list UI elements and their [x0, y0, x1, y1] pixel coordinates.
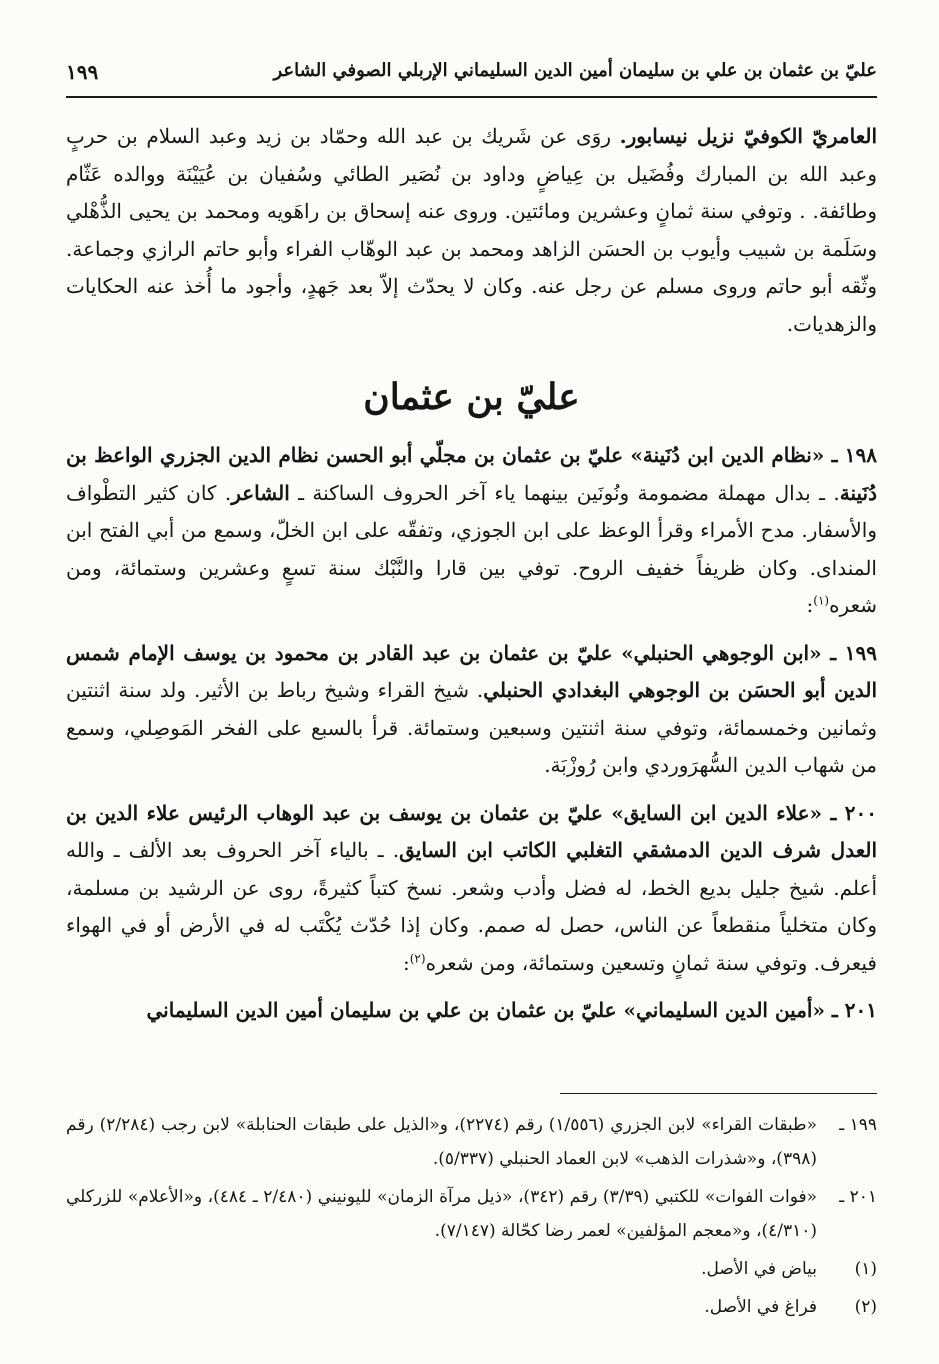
page-header	[66, 56, 877, 98]
intro-text: روَى عن شَريك بن عبد الله وحمّاد بن زيد وعبد السلام بن حربٍ وعبد الله بن المبارك وفُضَيل بن عِياضٍ وداود بن نُصَير الطائي وسُفيان بن عُيَيْنَة ووالده عَثّام وطائفة. . وتوفي سنة ثمانٍ وعشرين ومائتين. وروى عنه إسحاق بن راهَويه ومحمد بن يحيى الذُّهْلي وسَلَمة بن شبيب وأيوب بن الحسَن الزاهد ومحمد بن عبد الوهّاب الفراء وأبو حاتم الرازي وجماعة. وثّقه أبو حاتم وروى مسلم عن رجل عنه. وكان لا يحدّث إلاّ بعد جَهدٍ، وأجود ما أُخذ عنه الحكايات والزهديات.	[66, 124, 878, 336]
entry-heading: ١٩٩ ـ «ابن الوجوهي الحنبلي» عليّ بن عثمان بن عبد القادر بن محمود بن يوسف الإمام شمس الدين أبو الحسَن بن الوجوهي البغدادي الحنبلي	[66, 640, 878, 702]
footnote-text: «طبقات القراء» لابن الجزري (١/٥٥٦) رقم (٢٢٧٤)، و«الذيل على طبقات الحنابلة» لابن رجب (٢/٢٨٤) رقم (٣٩٨)، و«شذرات الذهب» لابن العماد الحنبلي (٥/٣٣٧).	[66, 1115, 817, 1169]
entry-text: :	[806, 593, 814, 617]
entry-200	[66, 795, 877, 983]
entry-text: . شيخ القراء وشيخ رباط بن الأثير. ولد سنة اثنتين وثمانين وخمسمائة، وتوفي سنة اثنتين وسبعين وستمائة. قرأ بالسبع على الفخر المَوصِلي، وسمع من شهاب الدين السُّهرَوردي وابن رُوزْبَة.	[66, 678, 877, 777]
page-number: ١٩٩	[66, 60, 99, 84]
footnote-text: فراغ في الأصل.	[704, 1297, 817, 1317]
footnote-text: بياض في الأصل.	[701, 1259, 817, 1279]
footnotes	[66, 1108, 877, 1328]
footnote-item	[66, 1290, 877, 1324]
entry-text: . كان كثير التطْواف والأسفار. مدح الأمراء وقرأ الوعظ على ابن الجوزي، وتفقّه على ابن الخلّ، وسمع من أبي الفتح ابن المنداى. وكان ظريفاً خفيف الروح. توفي بين قارا والنَّبْك سنة تسعٍ وعشرين وستمائة، ومن شعره	[66, 480, 877, 617]
intro-bold-lead: العامريّ الكوفيّ نزيل نيسابور.	[619, 124, 877, 148]
footnote-divider	[560, 1093, 877, 1094]
entry-198	[66, 437, 877, 625]
main-text	[66, 118, 877, 1030]
entry-heading: ١٩٨ ـ «نظام الدين ابن دُنَينة» عليّ بن عثمان بن مجلّي أبو الحسن نظام الدين الجزري الواعظ بن دُنَينة	[66, 443, 878, 505]
intro-paragraph	[66, 118, 877, 343]
footnote-key: ٢٠١ ـ	[839, 1187, 877, 1207]
footnote-item	[66, 1180, 877, 1248]
footnote-ref[interactable]: (١)	[813, 593, 830, 608]
entry-text: . ـ بالياء آخر الحروف بعد الألف ـ والله أعلم. شيخ جليل بديع الخط، له فضل وأدب وشعر. نسخ كتباً كثيرةً، روى عن الرشيد بن مسلمة، وكان متخلياً منقطعاً عن الناس، حصل له صمم. وكان إذا حُدّث يُكْتَب له في الأرض أو في الهواء فيعرف. وتوفي سنة ثمانٍ وتسعين وستمائة، ومن شعره	[66, 838, 877, 975]
entry-heading: ٢٠١ ـ «أمين الدين السليماني» عليّ بن عثمان بن علي بن سليمان أمين الدين السليماني	[146, 998, 877, 1022]
footnote-key: ١٩٩ ـ	[839, 1115, 877, 1135]
footnote-key: (٢)	[854, 1297, 877, 1317]
entry-heading: الشاعر	[231, 480, 290, 505]
footnote-text: «فوات الفوات» للكتبي (٣/٣٩) رقم (٣٤٢)، «ذيل مرآة الزمان» لليونيني (٢/٤٨٠ ـ ٤٨٤)، و«الأعلام» للزركلي (٤/٣١٠)، و«معجم المؤلفين» لعمر رضا كحّالة (٧/١٤٧).	[66, 1187, 818, 1241]
footnote-item	[66, 1252, 877, 1286]
running-title: عليّ بن عثمان بن علي بن سليمان أمين الدين السليماني الإربلي الصوفي الشاعر	[273, 60, 877, 81]
footnote-key: (١)	[854, 1259, 877, 1279]
entry-text: . ـ بدال مهملة مضمومة ونُونَين بينهما ياء آخر الحروف الساكنة ـ	[289, 480, 840, 505]
entry-199	[66, 635, 877, 785]
section-title: عليّ بن عثمان	[363, 376, 580, 418]
entry-201	[66, 992, 877, 1030]
entry-heading: ٢٠٠ ـ «علاء الدين ابن السايق» عليّ بن عثمان بن يوسف بن عبد الوهاب الرئيس علاء الدين بن العدل شرف الدين الدمشقي التغلبي الكاتب ابن السايق	[66, 800, 878, 862]
footnote-item	[66, 1108, 877, 1176]
footnote-ref[interactable]: (٢)	[409, 950, 426, 965]
entry-text: :	[402, 950, 410, 975]
